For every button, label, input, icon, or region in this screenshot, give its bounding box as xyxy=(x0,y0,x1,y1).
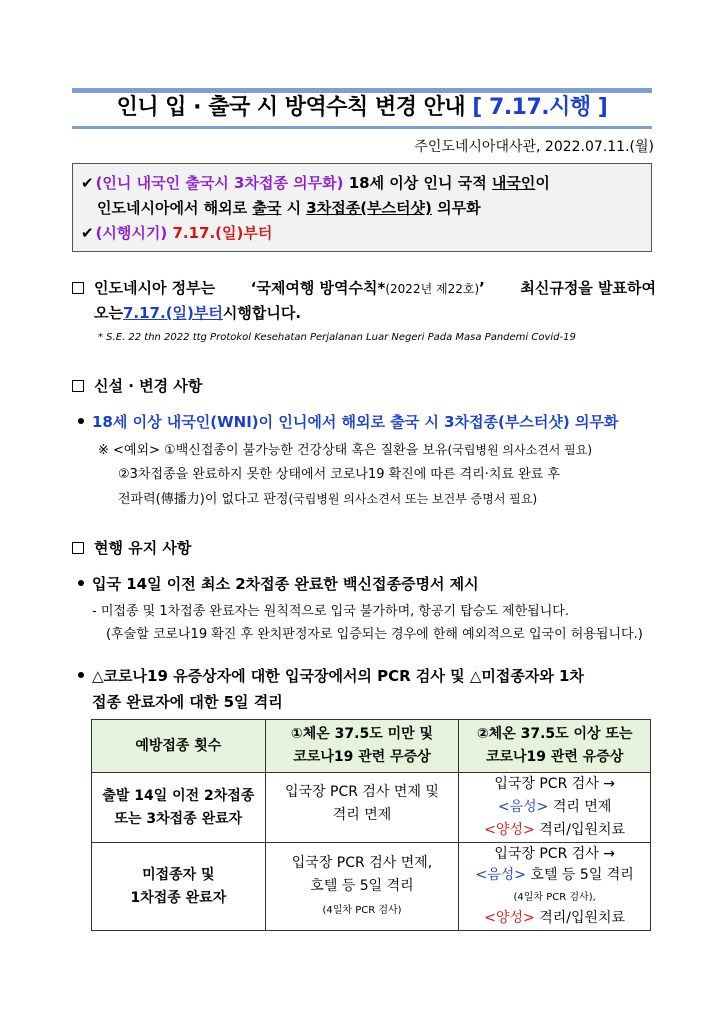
exception-small: (국립병원 의사소견서 또는 보건부 증명서 필요) xyxy=(288,492,538,506)
cell-line: 격리 면제 xyxy=(548,799,612,815)
section3-bullet-2 xyxy=(78,664,584,688)
section2-heading-text: 신설 · 변경 사항 xyxy=(94,377,203,395)
cell-line: 미접종자 및 xyxy=(142,866,215,883)
checkmark-icon: ✔ xyxy=(81,224,94,242)
cell-line: 입국장 PCR 검사 → xyxy=(494,776,615,792)
exception-block xyxy=(98,438,658,512)
positive-label: <양성> xyxy=(484,822,535,838)
note-1: - 미접종 및 1차접종 완료자는 원칙적으로 입국 불가하며, 항공기 탑승도 제한됩니다. xyxy=(92,604,569,619)
negative-label: <음성> xyxy=(497,799,549,815)
exception-line-2: ②3차접종을 완료하지 못한 상태에서 코로나19 확진에 따른 격리·치료 완료 후 xyxy=(118,467,560,482)
cell-line: 또는 3차접종 완료자 xyxy=(114,810,243,827)
cell-line: 입국장 PCR 검사 면제, xyxy=(291,854,433,871)
section1-line-2 xyxy=(72,301,656,325)
table-header xyxy=(265,720,459,773)
exception-text: 전파력(傳播力)이 없다고 판정 xyxy=(118,492,289,507)
table-row-label xyxy=(92,843,266,931)
cell-line: 출발 14일 이전 2차접종 xyxy=(102,787,255,804)
summary-text: 인도네시아에서 해외로 xyxy=(97,199,253,217)
title-accent: [ 7.17.시행 ] xyxy=(472,95,608,120)
cell-line: 격리 면제 xyxy=(332,807,392,823)
section3-bullet-2-cont: 접종 완료자에 대한 5일 격리 xyxy=(92,693,283,711)
exception-line-3 xyxy=(98,487,658,512)
quarantine-table xyxy=(91,719,651,931)
section3-bullet-text: 입국 14일 이전 최소 2차접종 완료한 백신접종증명서 제시 xyxy=(92,575,479,593)
section1-text: 최신규정을 발표하여 xyxy=(520,279,656,297)
table-row-label xyxy=(92,773,266,843)
summary-line-1 xyxy=(81,171,643,196)
header-line: ①체온 37.5도 미만 및 xyxy=(290,726,434,742)
summary-tag-2: (시행시기) xyxy=(95,224,168,242)
section2-bullet xyxy=(78,410,618,434)
cell-line: 호텔 등 5일 격리 xyxy=(310,877,414,894)
bullet-dot-icon xyxy=(78,418,84,424)
positive-label: <양성> xyxy=(484,910,535,926)
title-bottom-rule xyxy=(72,126,652,129)
summary-underline: 내국인 xyxy=(491,174,536,192)
bullet-dot-icon xyxy=(78,580,84,586)
summary-box xyxy=(72,163,652,252)
summary-text: 이 xyxy=(535,174,550,192)
header-line: ②체온 37.5도 이상 또는 xyxy=(476,726,633,742)
section2-heading xyxy=(72,374,202,398)
bullet-dot-icon xyxy=(78,672,84,678)
summary-line-2 xyxy=(81,196,643,221)
section3-heading-text: 현행 유지 사항 xyxy=(94,539,192,557)
issuer-date: 주인도네시아대사관, 2022.07.11.(월) xyxy=(414,139,654,155)
section3-bullet-text: △코로나19 유증상자에 대한 입국장에서의 PCR 검사 및 △미접종자와 1차 xyxy=(92,667,584,685)
summary-effective-date: 7.17.(일)부터 xyxy=(167,224,273,242)
title-main: 인니 입 · 출국 시 방역수칙 변경 안내 xyxy=(116,95,466,120)
section1-text: 시행합니다. xyxy=(222,304,302,322)
checkbox-square-icon xyxy=(72,380,84,392)
summary-text: 시 xyxy=(281,199,307,217)
section1-line-1 xyxy=(72,276,656,301)
section1-text: ‘국제여행 방역수칙* xyxy=(250,279,386,297)
table-header xyxy=(459,720,651,773)
cell-line: 1차접종 완료자 xyxy=(130,889,227,906)
note-2: (후술할 코로나19 확진 후 완치판정자로 입증되는 경우에 한해 예외적으로 입국이 허용됩니다.) xyxy=(106,627,643,642)
section1-small: (2022년 제22호) xyxy=(385,282,480,296)
negative-label: <음성> xyxy=(475,867,526,883)
exception-line-1 xyxy=(98,438,658,463)
page-title xyxy=(72,92,652,124)
cell-line: 격리/입원치료 xyxy=(534,910,626,926)
section1-text: ’ xyxy=(479,279,485,297)
summary-underline: 3차접종(부스터샷) xyxy=(306,199,432,217)
table-cell xyxy=(265,843,459,931)
cell-small: (4일차 PCR 검사), xyxy=(513,892,596,903)
footnote: * S.E. 22 thn 2022 ttg Protokol Kesehatan Perjalanan Luar Negeri Pada Masa Pandemi Covid-19 xyxy=(98,332,576,343)
section3-heading xyxy=(72,536,191,560)
section1-paragraph xyxy=(72,276,656,325)
header-line: 코로나19 관련 무증상 xyxy=(293,749,431,765)
summary-underline: 출국 xyxy=(252,199,282,217)
table-cell xyxy=(265,773,459,843)
table-row xyxy=(92,773,651,843)
section1-text: 오는 xyxy=(94,304,123,322)
cell-line: 호텔 등 5일 격리 xyxy=(525,867,634,883)
header-line: 코로나19 관련 유증상 xyxy=(485,749,624,765)
summary-tag-1: (인니 내국인 출국시 3차접종 의무화) xyxy=(95,174,344,192)
table-header: 예방접종 횟수 xyxy=(92,720,266,773)
summary-text: 18세 이상 인니 국적 xyxy=(343,174,492,192)
section1-lead xyxy=(72,276,215,301)
section3-bullet-1 xyxy=(78,572,479,596)
section1-text: 인도네시아 정부는 xyxy=(94,279,216,297)
cell-line: 입국장 PCR 검사 → xyxy=(494,846,615,862)
cell-small: (4일차 PCR 검사) xyxy=(322,904,402,916)
cell-line: 격리/입원치료 xyxy=(534,822,626,838)
table-cell xyxy=(459,773,651,843)
section2-bullet-text: 18세 이상 내국인(WNI)이 인니에서 해외로 출국 시 3차접종(부스터샷) 의무화 xyxy=(92,413,619,431)
summary-line-3 xyxy=(81,221,643,246)
section1-quote xyxy=(251,276,485,301)
checkbox-square-icon xyxy=(72,542,84,554)
checkbox-square-icon xyxy=(72,282,84,294)
exception-small: (국립병원 의사소견서 필요) xyxy=(447,443,593,457)
cell-line: 입국장 PCR 검사 면제 및 xyxy=(285,784,439,800)
checkmark-icon: ✔ xyxy=(81,174,94,192)
exception-text: ※ <예외> ①백신접종이 불가능한 건강상태 혹은 질환을 보유 xyxy=(98,443,448,458)
table-header-row xyxy=(92,720,651,773)
section1-date: 7.17.(일)부터 xyxy=(122,304,223,322)
summary-text: 의무화 xyxy=(431,199,481,217)
table-cell xyxy=(459,843,651,931)
table-row xyxy=(92,843,651,931)
